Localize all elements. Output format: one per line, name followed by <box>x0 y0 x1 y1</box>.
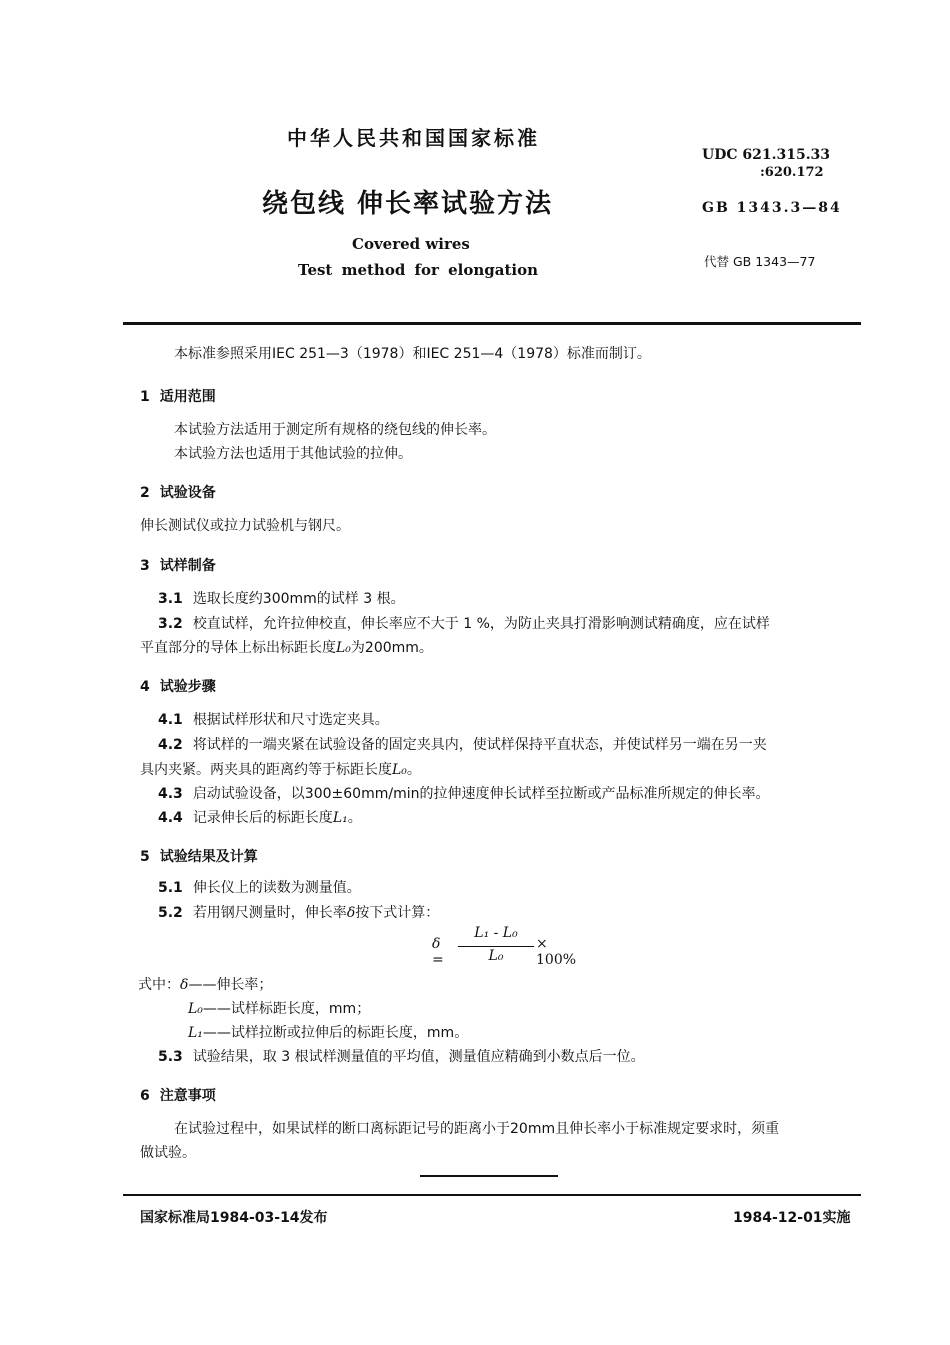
section-1-paragraph-1: 本试验方法适用于测定所有规格的绕包线的伸长率。 <box>174 422 496 438</box>
clause-text: 平直部分的导体上标出标距长度 <box>140 640 336 656</box>
formula-denominator: L₀ <box>488 948 504 964</box>
section-3-heading <box>140 555 216 575</box>
fraction-bar <box>458 946 534 947</box>
where-definition: ——试样标距长度，mm； <box>202 1001 371 1017</box>
clause-number: 4.1 <box>158 712 183 728</box>
clause-text: 选取长度约300mm的试样 3 根。 <box>192 591 405 607</box>
issue-date: 国家标准局1984-03-14发布 <box>140 1210 328 1226</box>
section-number: 6 <box>140 1088 150 1104</box>
clause-5-3 <box>158 1047 645 1067</box>
clause-text: 记录伸长后的标距长度 <box>192 810 333 826</box>
national-standard-label: 中华人民共和国国家标准 <box>287 126 540 150</box>
clause-text: 。 <box>347 810 362 826</box>
formula-lhs: δ = <box>432 936 444 968</box>
clause-number: 5.3 <box>158 1049 183 1065</box>
document-title-en-line1: Covered wires <box>352 235 470 253</box>
symbol-l1: L₁ <box>332 810 348 826</box>
udc-code-line1: UDC 621.315.33 <box>702 147 831 163</box>
clause-text: 根据试样形状和尺寸选定夹具。 <box>192 712 389 728</box>
clause-4-2-line-1 <box>158 735 767 755</box>
clause-4-1 <box>158 710 389 730</box>
clause-3-2-line-1 <box>158 614 770 634</box>
section-number: 1 <box>140 389 150 405</box>
symbol-delta: δ <box>346 905 356 921</box>
clause-text: 为200mm。 <box>350 640 433 656</box>
document-title-en-line2: Test method for elongation <box>298 261 539 279</box>
section-title: 试样制备 <box>159 558 216 574</box>
gb-standard-number: GB 1343.3—84 <box>702 200 842 216</box>
formula-fraction <box>458 925 534 968</box>
clause-3-2-line-2 <box>140 638 433 658</box>
clause-text: 校直试样，允许拉伸校直，伸长率应不大于 1 %，为防止夹具打滑影响测试精确度，应在试样 <box>192 616 770 632</box>
replaces-standard: 代替 GB 1343—77 <box>704 254 816 269</box>
clause-text: 。 <box>406 762 421 778</box>
section-5-heading <box>140 846 258 866</box>
clause-text: 试验结果，取 3 根试样测量值的平均值，测量值应精确到小数点后一位。 <box>192 1049 645 1065</box>
clause-4-4 <box>158 808 362 828</box>
effective-date: 1984-12-01实施 <box>733 1210 851 1226</box>
clause-text: 具内夹紧。两夹具的距离约等于标距长度 <box>140 762 392 778</box>
clause-text: 将试样的一端夹紧在试验设备的固定夹具内，使试样保持平直状态，并使试样另一端在另一夹 <box>192 737 767 753</box>
clause-text: 启动试验设备，以300±60mm/min的拉伸速度伸长试样至拉断或产品标准所规定的伸长率。 <box>192 786 770 802</box>
symbol-l0: L₀ <box>336 640 351 656</box>
where-definition: ——伸长率； <box>188 977 273 993</box>
clause-number: 5.2 <box>158 905 183 921</box>
formula-rhs: × 100% <box>536 936 577 968</box>
clause-3-1 <box>158 589 405 609</box>
section-title: 适用范围 <box>159 389 216 405</box>
symbol-delta: δ <box>180 977 189 993</box>
section-6-heading <box>140 1085 216 1105</box>
section-title: 试验设备 <box>159 485 216 501</box>
footer-divider <box>123 1194 861 1196</box>
section-title: 试验结果及计算 <box>159 849 258 865</box>
intro-paragraph: 本标准参照采用IEC 251—3（1978）和IEC 251—4（1978）标准而制订。 <box>174 346 651 362</box>
clause-number: 4.3 <box>158 786 183 802</box>
section-2-paragraph-1: 伸长测试仪或拉力试验机与钢尺。 <box>140 518 350 534</box>
section-number: 5 <box>140 849 150 865</box>
document-title-cn: 绕包线 伸长率试验方法 <box>262 189 554 219</box>
section-1-heading <box>140 386 216 406</box>
section-title: 试验步骤 <box>159 679 216 695</box>
section-6-paragraph-line-1: 在试验过程中，如果试样的断口离标距记号的距离小于20mm且伸长率小于标准规定要求时，须重 <box>174 1121 780 1137</box>
section-number: 2 <box>140 485 150 501</box>
clause-text: 若用钢尺测量时，伸长率 <box>192 905 347 921</box>
symbol-l1: L₁ <box>188 1025 203 1041</box>
where-line-2 <box>188 999 370 1019</box>
section-4-heading <box>140 676 216 696</box>
where-definition: ——试样拉断或拉伸后的标距长度，mm。 <box>202 1025 469 1041</box>
section-2-heading <box>140 482 216 502</box>
clause-text: 按下式计算： <box>355 905 440 921</box>
clause-number: 5.1 <box>158 880 183 896</box>
section-1-paragraph-2: 本试验方法也适用于其他试验的拉伸。 <box>174 446 412 462</box>
clause-text: 伸长仪上的读数为测量值。 <box>192 880 361 896</box>
clause-5-2 <box>158 903 439 923</box>
clause-number: 3.1 <box>158 591 183 607</box>
symbol-l0: L₀ <box>392 762 407 778</box>
udc-code-line2: :620.172 <box>760 165 824 180</box>
clause-number: 3.2 <box>158 616 183 632</box>
section-number: 4 <box>140 679 150 695</box>
where-line-3 <box>188 1023 468 1043</box>
clause-5-1 <box>158 878 361 898</box>
clause-number: 4.4 <box>158 810 183 826</box>
formula-numerator: L₁ - L₀ <box>474 925 518 941</box>
section-number: 3 <box>140 558 150 574</box>
symbol-l0: L₀ <box>188 1001 203 1017</box>
clause-number: 4.2 <box>158 737 183 753</box>
section-6-paragraph-line-2: 做试验。 <box>140 1145 196 1161</box>
header-divider <box>123 322 861 325</box>
where-line-1 <box>138 975 272 995</box>
where-label: 式中： <box>138 977 180 993</box>
clause-4-2-line-2 <box>140 760 421 780</box>
end-of-text-divider <box>420 1175 558 1177</box>
clause-4-3 <box>158 784 769 804</box>
section-title: 注意事项 <box>159 1088 216 1104</box>
